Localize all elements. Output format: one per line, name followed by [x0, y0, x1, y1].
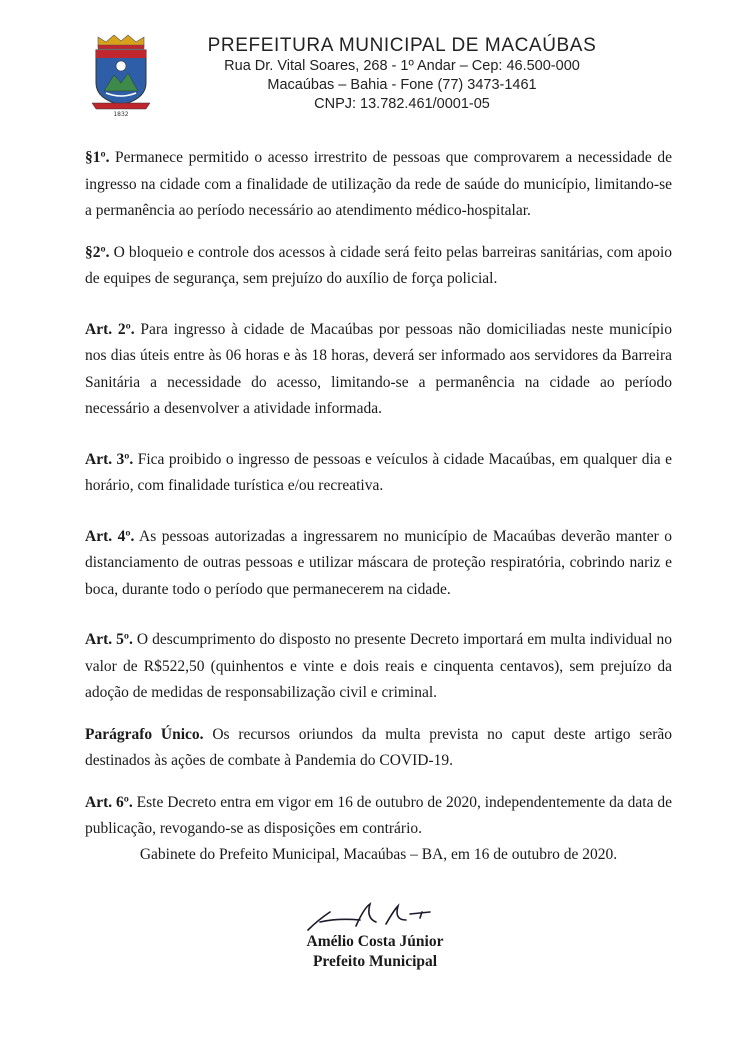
signer-role: Prefeito Municipal: [312, 953, 438, 970]
paragraph-label: Art. 2º.: [85, 320, 135, 338]
letterhead-text: [172, 35, 632, 114]
paragraph-text: Este Decreto entra em vigor em 16 de outubro de 2020, independentemente da data de publicação, revogando-se as disposições em contrário.: [85, 793, 672, 837]
address-line: Rua Dr. Vital Soares, 268 - 1º Andar – Cep: 46.500-000: [224, 58, 580, 74]
decree-body: [85, 145, 672, 843]
paragraph-text: O descumprimento do disposto no presente Decreto importará em multa individual no valor de R$522,50 (quinhentos e vinte e dois reais e cinquenta centavos), sem prejuízo da adoção de medidas de responsabilização civil e criminal.: [85, 631, 672, 701]
signature-block: [270, 932, 480, 972]
paragraph-label: Parágrafo Único.: [85, 725, 204, 743]
article-5: [85, 627, 672, 707]
letterhead: [92, 30, 692, 120]
paragraph-text: Permanece permitido o acesso irrestrito de pessoas que comprovarem a necessidade de ingresso na cidade com a finalidade de utilização da rede de saúde do município, limitando-se a permanência ao período necessário ao atendimento médico-hospitalar.: [85, 149, 672, 219]
paragraph-label: Art. 5º.: [85, 631, 133, 648]
paragraph-label: §2º.: [85, 243, 110, 261]
paragraph-1: [85, 145, 672, 225]
paragraph-text: O bloqueio e controle dos acessos à cidade será feito pelas barreiras sanitárias, com apoio de equipes de segurança, sem prejuízo do auxílio de força policial.: [85, 243, 672, 287]
city-phone-line: Macaúbas – Bahia - Fone (77) 3473-1461: [267, 77, 537, 93]
paragraph-label: Art. 6º.: [85, 793, 133, 811]
article-6: [85, 790, 672, 843]
paragraph-2: [85, 240, 672, 293]
crest-year: 1832: [113, 111, 129, 117]
paragraph-text: Fica proibido o ingresso de pessoas e veículos à cidade Macaúbas, em qualquer dia e horário, com finalidade turística e/ou recreativa.: [85, 450, 672, 494]
paragrafo-unico: [85, 722, 672, 775]
municipality-title: PREFEITURA MUNICIPAL DE MACAÚBAS: [207, 35, 597, 56]
article-4: [85, 524, 672, 604]
article-2: [85, 317, 672, 423]
paragraph-text: As pessoas autorizadas a ingressarem no município de Macaúbas deverão manter o distanciamento de outras pessoas e utilizar máscara de proteção respiratória, cobrindo nariz e boca, durante todo o período que permanecerem na cidade.: [85, 527, 672, 598]
paragraph-text: Os recursos oriundos da multa prevista no caput deste artigo serão destinados às ações de combate à Pandemia do COVID-19.: [85, 725, 672, 769]
cnpj-line: CNPJ: 13.782.461/0001-05: [314, 96, 490, 112]
article-3: [85, 447, 672, 500]
paragraph-label: Art. 3º.: [85, 450, 134, 468]
signer-name: Amélio Costa Júnior: [306, 933, 444, 950]
paragraph-label: §1º.: [85, 149, 110, 166]
municipal-crest-icon: [92, 33, 150, 117]
paragraph-text: Para ingresso à cidade de Macaúbas por pessoas não domiciliadas neste município nos dias úteis entre às 06 horas e às 18 horas, deverá ser informado aos servidores da Barreira Sanitária a necessidade do acesso, limitando-se a permanência na cidade ao período necessário a desenvolver a atividade informada.: [85, 320, 672, 417]
paragraph-label: Art. 4º.: [85, 527, 135, 545]
closing-line: Gabinete do Prefeito Municipal, Macaúbas – BA, em 16 de outubro de 2020.: [139, 846, 618, 863]
